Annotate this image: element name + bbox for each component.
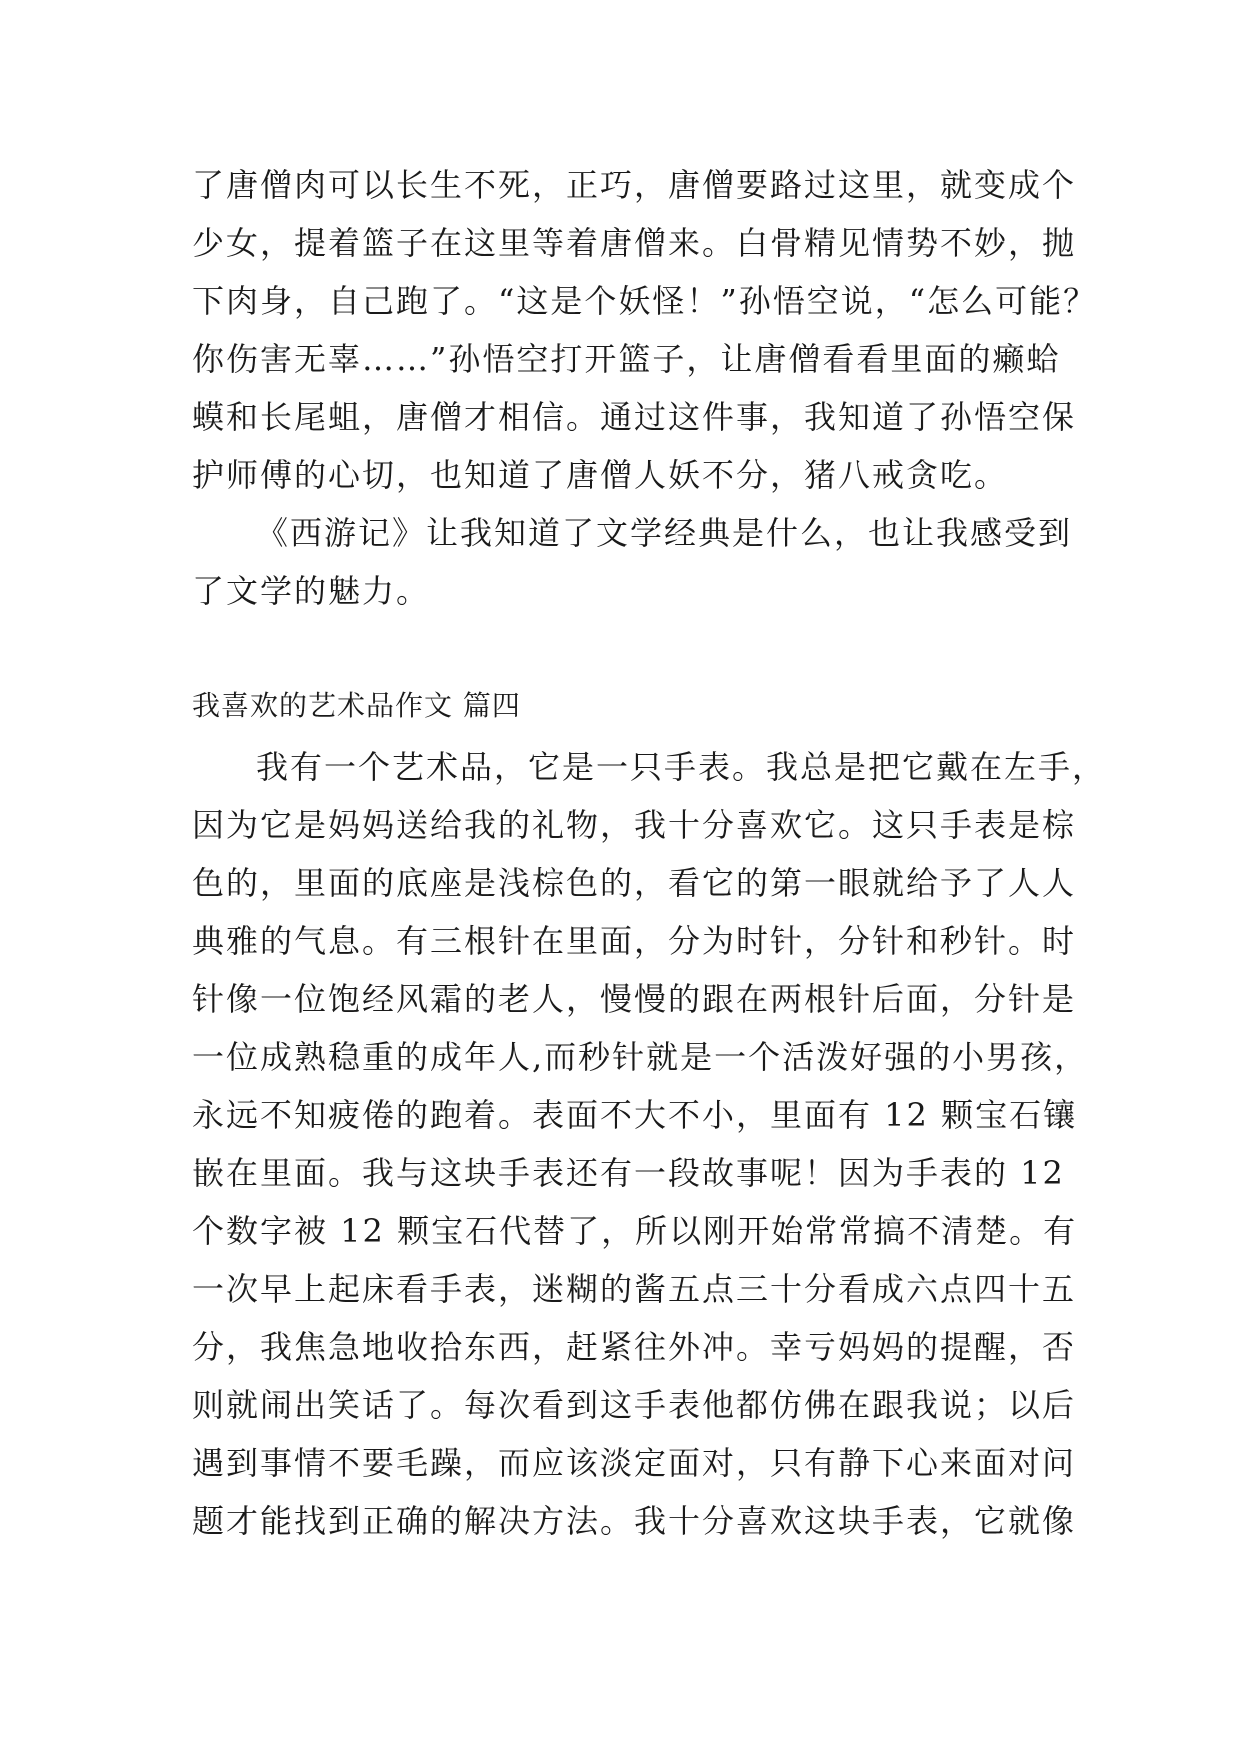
paragraph-line: 永远不知疲倦的跑着。表面不大不小，里面有 12 颗宝石镶: [192, 1096, 1078, 1134]
paragraph-line: 一位成熟稳重的成年人,而秒针就是一个活泼好强的小男孩，: [192, 1038, 1089, 1076]
paragraph-line: 遇到事情不要毛躁，而应该淡定面对，只有静下心来面对问: [192, 1444, 1077, 1482]
paragraph-line: 下肉身，自己跑了。“这是个妖怪！”孙悟空说，“怎么可能？: [192, 282, 1098, 320]
paragraph-line: 我有一个艺术品，它是一只手表。我总是把它戴在左手，: [256, 748, 1107, 786]
paragraph-line: 针像一位饱经风霜的老人，慢慢的跟在两根针后面，分针是: [192, 980, 1077, 1018]
paragraph-line: 分，我焦急地收拾东西，赶紧往外冲。幸亏妈妈的提醒，否: [192, 1328, 1077, 1366]
paragraph-line: 一次早上起床看手表，迷糊的酱五点三十分看成六点四十五: [192, 1270, 1077, 1308]
paragraph-line: 蟆和长尾蛆，唐僧才相信。通过这件事，我知道了孙悟空保: [192, 398, 1077, 436]
paragraph-line: 《西游记》让我知道了文学经典是什么，也让我感受到: [256, 514, 1073, 552]
paragraph-line: 典雅的气息。有三根针在里面，分为时针，分针和秒针。时: [192, 922, 1077, 960]
paragraph-line: 色的，里面的底座是浅棕色的，看它的第一眼就给予了人人: [192, 864, 1077, 902]
paragraph-line: 护师傅的心切，也知道了唐僧人妖不分，猪八戒贪吃。: [192, 456, 1009, 494]
paragraph-line: 了唐僧肉可以长生不死，正巧，唐僧要路过这里，就变成个: [192, 166, 1077, 204]
paragraph-line: 你伤害无辜……”孙悟空打开篮子，让唐僧看看里面的癞蛤: [192, 340, 1061, 378]
paragraph-line: 因为它是妈妈送给我的礼物，我十分喜欢它。这只手表是棕: [192, 806, 1077, 844]
paragraph-line: 个数字被 12 颗宝石代替了，所以刚开始常常搞不清楚。有: [192, 1212, 1078, 1250]
paragraph-line: 嵌在里面。我与这块手表还有一段故事呢！因为手表的 12: [192, 1154, 1065, 1192]
paragraph-line: 少女，提着篮子在这里等着唐僧来。白骨精见情势不妙，抛: [192, 224, 1077, 262]
paragraph-line: 则就闹出笑话了。每次看到这手表他都仿佛在跟我说；以后: [192, 1386, 1077, 1424]
paragraph-line: 了文学的魅力。: [192, 572, 431, 610]
section-heading: 我喜欢的艺术品作文 篇四: [192, 689, 521, 722]
paragraph-line: 题才能找到正确的解决方法。我十分喜欢这块手表，它就像: [192, 1502, 1077, 1540]
